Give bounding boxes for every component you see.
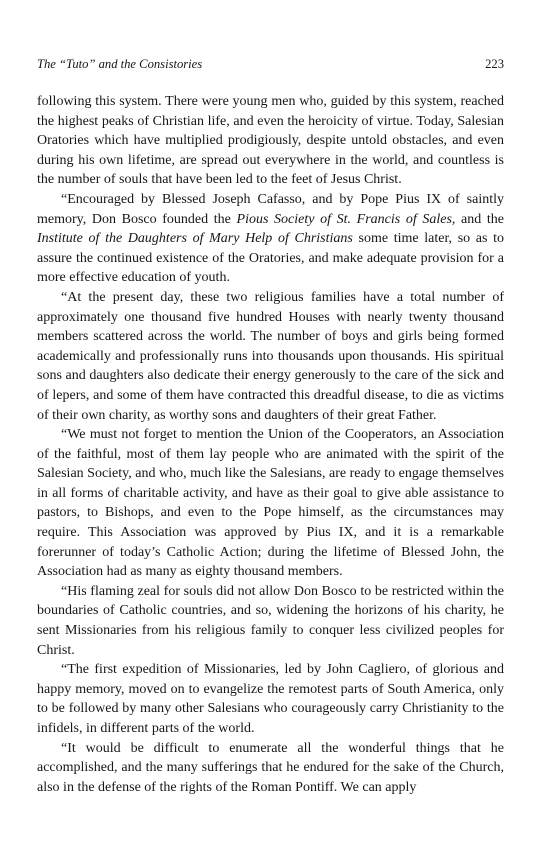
paragraph-text: “We must not forget to mention the Union of the Cooperators, an Association of the faithful, most of them lay people who are animated with the spirit of the Salesian Society, and who, much like the Salesians, are ready to engage themselves in all forms of charitable activity, and have as their goal to give able assistance to pastors, to Bishops, and even to the Pope himself, as the circumstances may require. This Association was approved by Pius IX, and it is a remarkable forerunner of today’s Catholic Action; during the lifetime of Blessed John, the Association had as many as eighty thousand members.	[37, 427, 504, 580]
page-number: 223	[485, 57, 504, 71]
body-paragraph	[37, 190, 504, 288]
paragraph-text: “At the present day, these two religious families have a total number of approximately one thousand five hundred Houses with nearly twenty thousand members scattered across the world. The number of boys and girls being formed academically and professionally runs into thousands upon thousands. His spiritual sons and daughters also dedicate their energy generously to the care of the sick and of lepers, and some of them have contracted this dreadful disease, to die as victims of their own charity, as worthy sons and daughters of their great Father.	[37, 289, 504, 423]
paragraph-text: “Encouraged by Blessed Joseph Cafasso, and by Pope Pius IX of saintly memory, Don Bosco founded the	[37, 191, 504, 227]
italic-title-text: Pious Society of St. Francis of Sales,	[236, 211, 456, 227]
paragraph-text: following this system. There were young men who, guided by this system, reached the highest peaks of Christian life, and even the heroicity of virtue. Today, Salesian Oratories which have multiplied prodigiously, despite untold obstacles, and even during his own lifetime, are spread out everywhere in the world, and countless is the number of souls that have been led to the feet of Jesus Christ.	[37, 94, 504, 188]
body-paragraph	[37, 92, 504, 190]
body-paragraph	[37, 660, 504, 738]
paragraph-text: “It would be difficult to enumerate all the wonderful things that he accomplished, and the many sufferings that he endured for the sake of the Church, also in the defense of the rights of the Roman Pontiff. We can apply	[37, 740, 504, 795]
body-paragraph	[37, 288, 504, 425]
paragraph-text: and the	[455, 211, 504, 227]
body-paragraph	[37, 582, 504, 660]
body-text	[37, 92, 504, 797]
body-paragraph	[37, 425, 504, 582]
paragraph-text: some time later, so as to assure the continued existence of the Oratories, and make adequate provision for a more effective education of youth.	[37, 231, 504, 286]
running-title: The “Tuto” and the Consistories	[37, 57, 203, 71]
paragraph-text: “His flaming zeal for souls did not allow Don Bosco to be restricted within the boundaries of Catholic countries, and so, widening the horizons of his charity, he sent Missionaries from his religious family to conquer less civilized peoples for Christ.	[37, 583, 504, 658]
italic-title-text: Institute of the Daughters of Mary Help of Christians	[37, 231, 353, 247]
paragraph-text: “The first expedition of Missionaries, led by John Cagliero, of glorious and happy memory, moved on to evangelize the remotest parts of South America, only to be followed by many other Salesians who courageously carry Christianity to the infidels, in different parts of the world.	[37, 662, 504, 736]
body-paragraph	[37, 739, 504, 798]
running-head	[37, 55, 504, 73]
